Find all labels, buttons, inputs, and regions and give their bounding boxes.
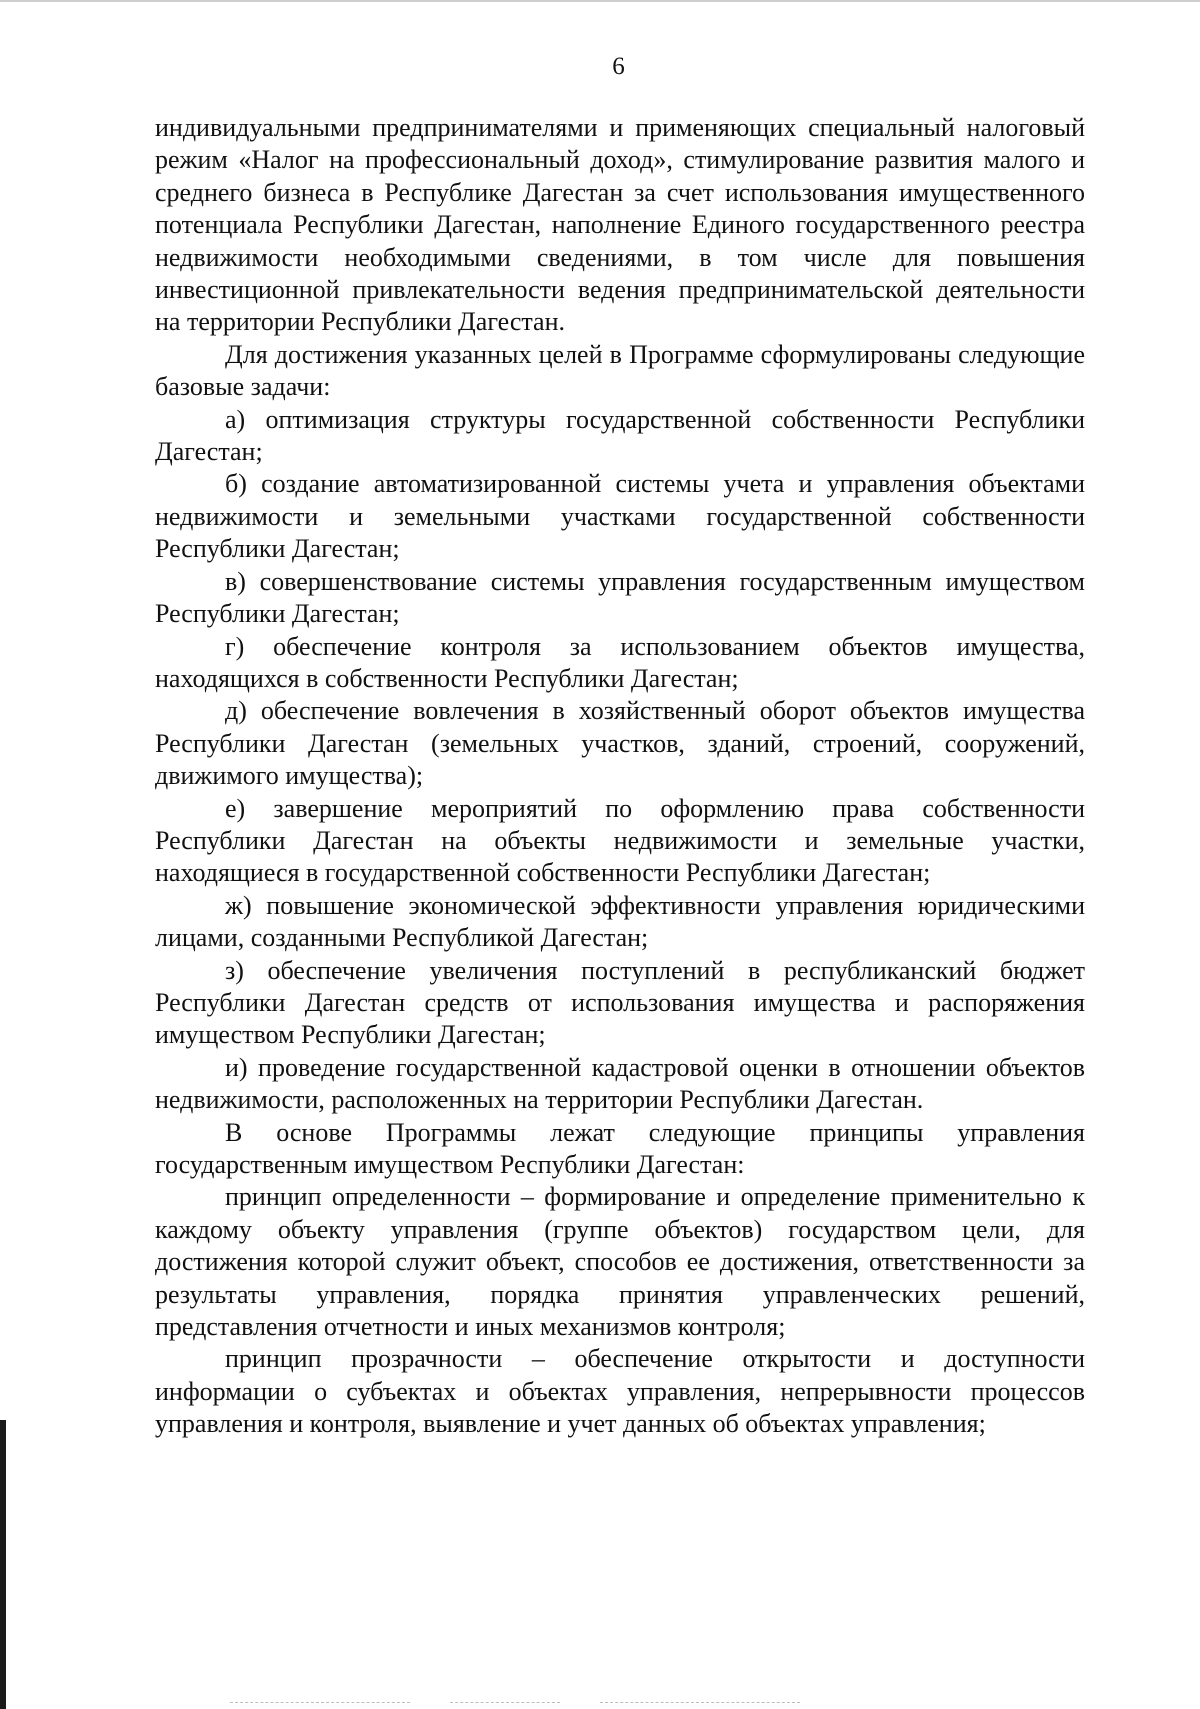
page-number: 6 (612, 53, 625, 80)
scan-top-edge (0, 0, 1200, 2)
paragraph-principles-intro: В основе Программы лежат следующие принципы управления государственным имуществом Республики Дагестан: (155, 1117, 1085, 1179)
scan-bottom-artifact (450, 1702, 560, 1704)
list-item-task-v: в) совершенствование системы управления государственным имуществом Республики Дагестан; (155, 566, 1085, 629)
paragraph-continuation: индивидуальными предпринимателями и применяющих специальный налоговый режим «Налог на профессиональный доход», стимулирование развития малого и среднего бизнеса в Республике Дагестан за счет использования имущественного потенциала Республики Дагестан, наполнение Единого государственного реестра недвижимости необходимыми сведениями, в том числе для повышения инвестиционной привлекательности ведения предпринимательской деятельности на территории Республики Дагестан. (155, 113, 1085, 337)
list-item-task-d: д) обеспечение вовлечения в хозяйственный оборот объектов имущества Республики Дагестан (земельных участков, зданий, строений, сооружений, движимого имущества); (155, 696, 1085, 791)
body-text (155, 112, 1085, 1441)
list-item-task-i: и) проведение государственной кадастровой оценки в отношении объектов недвижимости, расположенных на территории Республики Дагестан. (155, 1052, 1085, 1115)
list-item-task-e: е) завершение мероприятий по оформлению права собственности Республики Дагестан на объекты недвижимости и земельные участки, находящиеся в государственной собственности Республики Дагестан; (155, 793, 1085, 888)
scan-bottom-artifact (230, 1702, 410, 1704)
paragraph-principle-certainty: принцип определенности – формирование и определение применительно к каждому объекту управления (группе объектов) государством цели, для достижения которой служит объект, способов ее достижения, ответственности за результаты управления, порядка принятия управленческих решений, представления отчетности и иных механизмов контроля; (155, 1182, 1085, 1342)
scan-bottom-artifact (600, 1702, 800, 1704)
list-item-task-zh: ж) повышение экономической эффективности управления юридическими лицами, созданными Республикой Дагестан; (155, 890, 1085, 953)
paragraph-principle-transparency: принцип прозрачности – обеспечение открытости и доступности информации о субъектах и объектах управления, непрерывности процессов управления и контроля, выявление и учет данных об объектах управления; (155, 1344, 1085, 1439)
paragraph-tasks-intro: Для достижения указанных целей в Программе сформулированы следующие базовые задачи: (155, 339, 1085, 402)
list-item-task-g: г) обеспечение контроля за использованием объектов имущества, находящихся в собственности Республики Дагестан; (155, 631, 1085, 693)
list-item-task-b: б) создание автоматизированной системы учета и управления объектами недвижимости и земельными участками государственной собственности Республики Дагестан; (155, 469, 1085, 564)
list-item-task-z: з) обеспечение увеличения поступлений в республиканский бюджет Республики Дагестан средств от использования имущества и распоряжения имуществом Республики Дагестан; (155, 955, 1085, 1050)
list-item-task-a: а) оптимизация структуры государственной собственности Республики Дагестан; (155, 404, 1085, 467)
scan-left-edge-shadow (0, 1420, 6, 1709)
